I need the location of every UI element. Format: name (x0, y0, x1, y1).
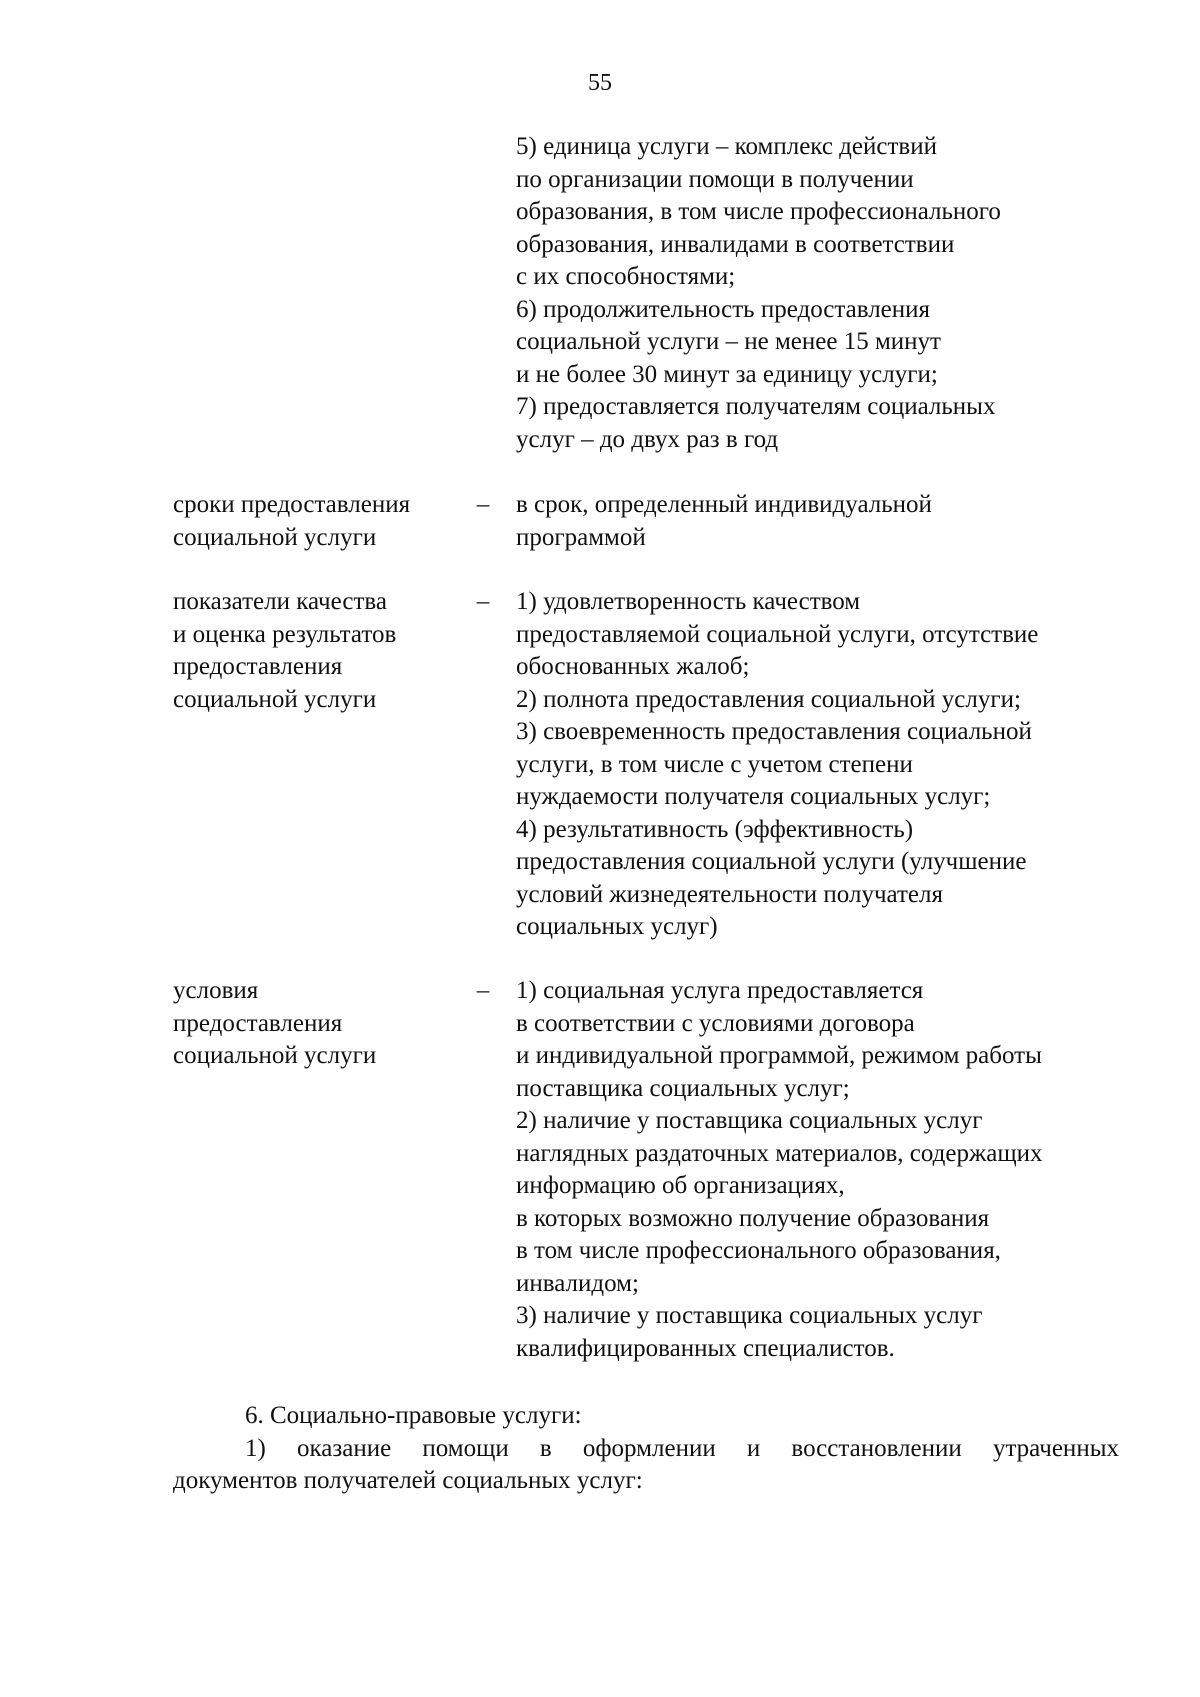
section-item-line: документов получателей социальных услуг: (173, 1467, 643, 1494)
row-label (173, 489, 453, 554)
text-line: 7) предоставляется получателям социальных (516, 393, 996, 420)
value-line: инвалидом; (516, 1269, 639, 1297)
value-line: условий жизнедеятельности получателя (516, 880, 943, 908)
label-line: предоставления (173, 1009, 343, 1037)
text-line: 5) единица услуги – комплекс действий (516, 133, 937, 160)
label-line: социальной услуги (173, 523, 377, 551)
value-line: в которых возможно получение образования (516, 1204, 990, 1232)
value-line: нуждаемости получателя социальных услуг; (516, 783, 991, 810)
text-line: социальной услуги – не менее 15 минут (516, 328, 941, 355)
value-line: социальных услуг) (516, 913, 718, 940)
value-line: 2) полнота предоставления социальной услуги; (516, 685, 1021, 713)
value-line: предоставляемой социальной услуги, отсутствие (516, 620, 1039, 648)
row-value (516, 975, 1136, 1365)
value-line: квалифицированных специалистов. (516, 1334, 895, 1362)
row-label (173, 586, 453, 716)
value-line: 3) своевременность предоставления социальной (516, 718, 1032, 745)
value-line: услуги, в том числе с учетом степени (516, 750, 913, 778)
value-line: предоставления социальной услуги (улучшение (516, 848, 1027, 875)
value-line: поставщика социальных услуг; (516, 1074, 850, 1102)
row-value (516, 489, 1136, 554)
section-item-line: 1) оказание помощи в оформлении и восстановлении утраченных (245, 1434, 1119, 1462)
text-line: с их способностями; (516, 263, 736, 290)
section-legal-services (173, 1400, 1119, 1498)
text-line: 6) продолжительность предоставления (516, 295, 931, 323)
value-line: наглядных раздаточных материалов, содержащих (516, 1139, 1043, 1167)
section-heading: 6. Социально-правовые услуги: (245, 1402, 582, 1429)
label-line: социальной услуги (173, 685, 377, 713)
row-dash: – (476, 588, 490, 615)
label-line: предоставления (173, 653, 343, 680)
label-line: и оценка результатов (173, 620, 397, 648)
row-dash: – (476, 977, 490, 1004)
continued-service-description (516, 131, 1136, 456)
text-line: услуг – до двух раз в год (516, 425, 779, 453)
text-line: образования, инвалидами в соответствии (516, 230, 955, 258)
value-line: 1) социальная услуга предоставляется (516, 977, 924, 1004)
value-line: 2) наличие у поставщика социальных услуг (516, 1107, 983, 1134)
row-value (516, 586, 1136, 944)
text-line: образования, в том числе профессионального (516, 198, 1001, 225)
text-line: и не более 30 минут за единицу услуги; (516, 360, 938, 388)
value-line: и индивидуальной программой, режимом работы (516, 1042, 1042, 1069)
label-line: сроки предоставления (173, 491, 411, 518)
page-number: 55 (588, 70, 612, 96)
label-line: показатели качества (173, 588, 387, 615)
value-line: программой (516, 523, 646, 551)
value-line: 3) наличие у поставщика социальных услуг (516, 1302, 983, 1329)
value-line: информацию об организациях, (516, 1172, 845, 1199)
value-line: 1) удовлетворенность качеством (516, 588, 861, 615)
row-label (173, 975, 453, 1073)
value-line: в соответствии с условиями договора (516, 1009, 915, 1037)
row-dash: – (476, 491, 490, 518)
value-line: в том числе профессионального образования, (516, 1237, 1001, 1264)
value-line: обоснованных жалоб; (516, 653, 750, 680)
value-line: 4) результативность (эффективность) (516, 815, 914, 843)
label-line: условия (173, 977, 259, 1004)
text-line: по организации помощи в получении (516, 165, 914, 193)
value-line: в срок, определенный индивидуальной (516, 491, 932, 518)
label-line: социальной услуги (173, 1042, 377, 1069)
